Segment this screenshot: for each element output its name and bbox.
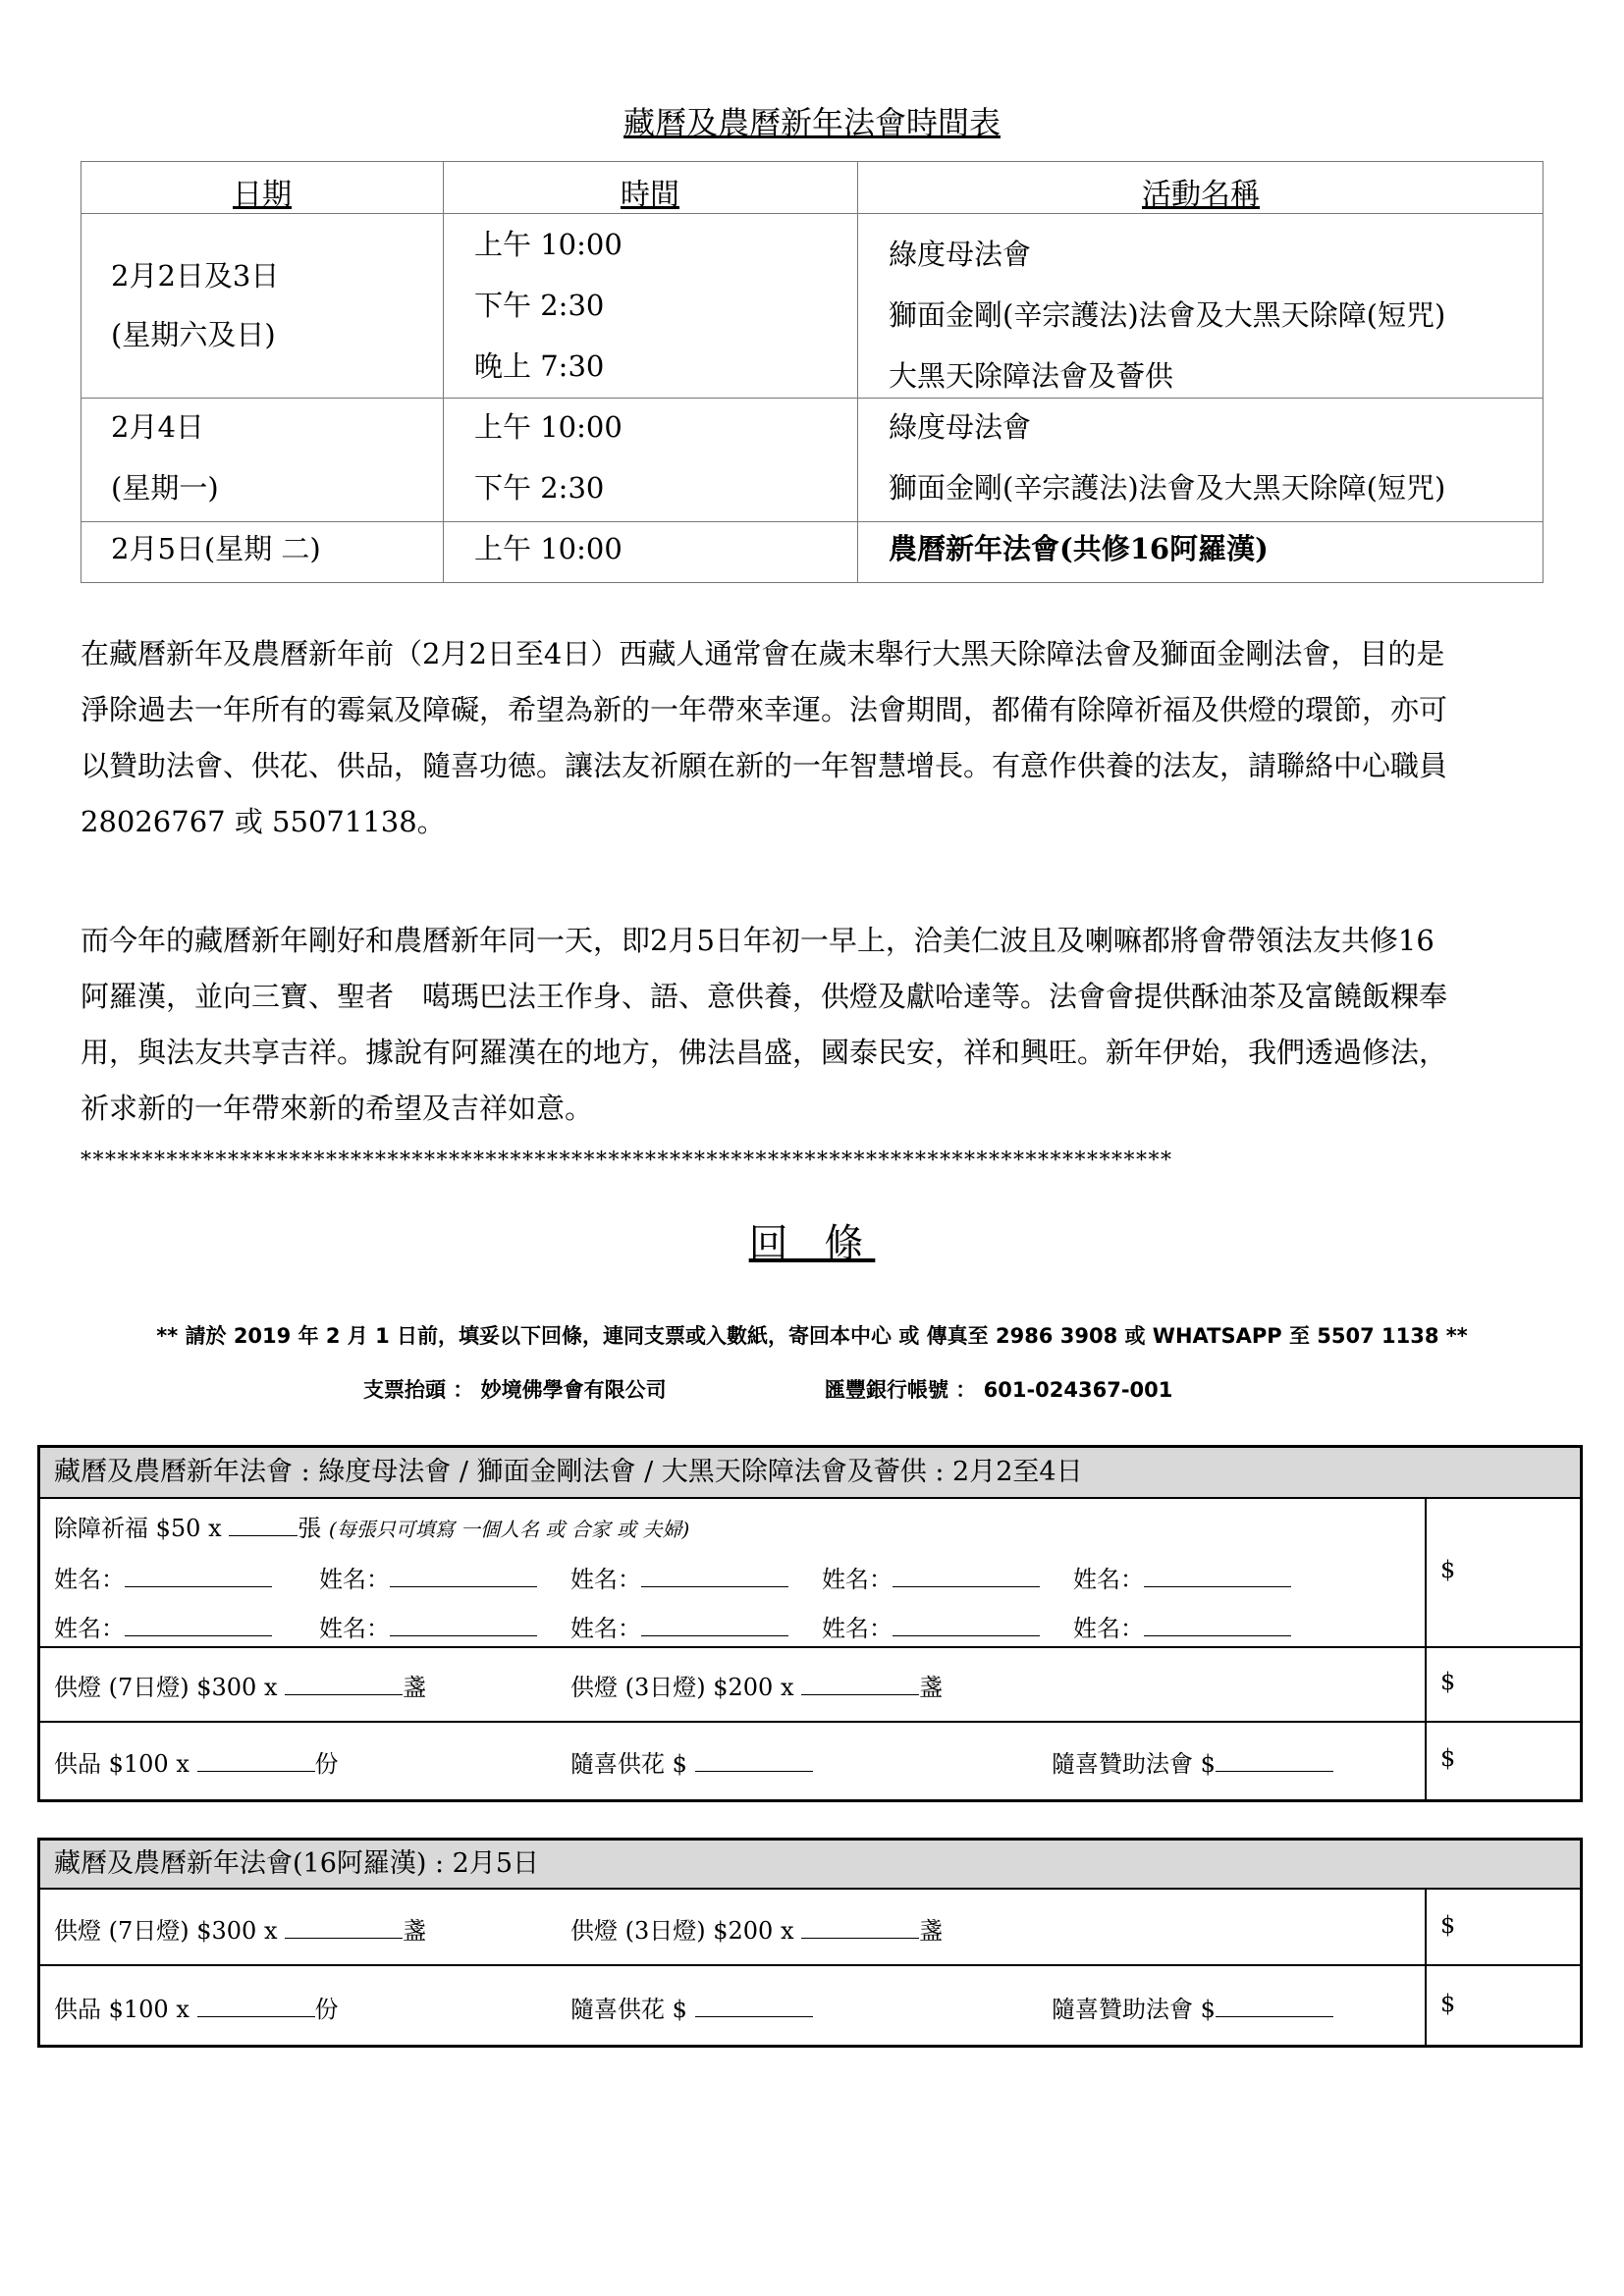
name-field[interactable] bbox=[125, 1616, 272, 1636]
row2-day: (星期一) bbox=[111, 471, 219, 505]
reply-title: 回 條 bbox=[748, 1221, 876, 1266]
lamp-unit: 盞 bbox=[403, 1674, 427, 1701]
name-label: 姓名： bbox=[54, 1615, 125, 1642]
form1-header: 藏曆及農曆新年法會 : 綠度母法會 / 獅面金剛法會 / 大黑天除障法會及薈供 : 2月2至4日 bbox=[40, 1448, 1580, 1499]
row1-event2: 獅面金剛(辛宗護法)法會及大黑天除障(短咒) bbox=[889, 298, 1446, 332]
row3-time1: 上午 10:00 bbox=[474, 532, 623, 565]
paragraph-intro-line: 淨除過去一年所有的霉氣及障礙，希望為新的一年帶來幸運。法會期間，都備有除障祈福及供燈的環節，亦可 bbox=[81, 693, 1448, 726]
form1-lamp-row bbox=[40, 1646, 1580, 1723]
lamp3-label: 供燈 (3日燈) $200 x bbox=[570, 1674, 794, 1701]
reply-form-1 bbox=[37, 1445, 1583, 1802]
row1-time2: 下午 2:30 bbox=[474, 289, 605, 322]
flower-field[interactable] bbox=[695, 1751, 813, 1772]
lamp3-field[interactable] bbox=[801, 1675, 919, 1695]
name-label: 姓名： bbox=[822, 1615, 893, 1642]
lamp7-label: 供燈 (7日燈) $300 x bbox=[54, 1674, 278, 1701]
row1-time1: 上午 10:00 bbox=[474, 228, 623, 261]
name-label: 姓名： bbox=[570, 1615, 641, 1642]
name-label: 姓名： bbox=[54, 1566, 125, 1593]
reply-form-2 bbox=[37, 1838, 1583, 2048]
paragraph-arhat bbox=[81, 913, 1553, 1137]
header-event: 活動名稱 bbox=[1142, 178, 1260, 212]
bank-account: 匯豐銀行帳號 ： 601-024367-001 bbox=[825, 1378, 1173, 1402]
name-field[interactable] bbox=[641, 1567, 788, 1587]
lamp-amount: $ bbox=[1440, 1911, 1456, 1939]
offering-label: 供品 $100 x bbox=[54, 1996, 189, 2023]
sponsor-field[interactable] bbox=[1216, 1751, 1333, 1772]
paragraph-arhat-line: 祈求新的一年帶來新的希望及吉祥如意。 bbox=[81, 1092, 594, 1125]
name-field[interactable] bbox=[893, 1567, 1040, 1587]
blessing-count-field[interactable] bbox=[229, 1516, 298, 1536]
form1-offering-row bbox=[40, 1721, 1580, 1799]
name-field[interactable] bbox=[1144, 1616, 1291, 1636]
lamp-amount: $ bbox=[1440, 1668, 1456, 1695]
paragraph-arhat-line: 用，與法友共享吉祥。據說有阿羅漢在的地方，佛法昌盛，國泰民安，祥和興旺。新年伊始，我們透過修法， bbox=[81, 1036, 1448, 1069]
row2-time1: 上午 10:00 bbox=[474, 410, 623, 444]
paragraph-intro-line: 以贊助法會、供花、供品，隨喜功德。讓法友祈願在新的一年智慧增長。有意作供養的法友，請聯絡中心職員 bbox=[81, 749, 1448, 782]
row3-event1: 農曆新年法會(共修16阿羅漢) bbox=[889, 532, 1269, 565]
form2-lamp-row bbox=[40, 1890, 1580, 1966]
blessing-unit: 張 bbox=[298, 1515, 322, 1542]
name-label: 姓名： bbox=[1073, 1566, 1144, 1593]
offering-amount: $ bbox=[1440, 1744, 1456, 1772]
lamp7-field[interactable] bbox=[285, 1675, 403, 1695]
header-date: 日期 bbox=[233, 178, 292, 212]
paragraph-intro bbox=[81, 626, 1553, 850]
offering-field[interactable] bbox=[197, 1751, 315, 1772]
lamp3-label: 供燈 (3日燈) $200 x bbox=[570, 1917, 794, 1945]
name-label: 姓名： bbox=[1073, 1615, 1144, 1642]
paragraph-arhat-line: 而今年的藏曆新年剛好和農曆新年同一天，即2月5日年初一早上，洽美仁波且及喇嘛都將會帶領法友共修16 bbox=[81, 924, 1435, 957]
offering-label: 供品 $100 x bbox=[54, 1750, 189, 1778]
form2-header: 藏曆及農曆新年法會(16阿羅漢) : 2月5日 bbox=[40, 1841, 1580, 1890]
lamp-unit: 盞 bbox=[403, 1917, 427, 1945]
row1-event3: 大黑天除障法會及薈供 bbox=[889, 359, 1174, 393]
flower-label: 隨喜供花 $ bbox=[570, 1996, 687, 2023]
name-field[interactable] bbox=[390, 1567, 537, 1587]
schedule-table bbox=[81, 161, 1543, 583]
sponsor-label: 隨喜贊助法會 $ bbox=[1052, 1750, 1216, 1778]
row1-event1: 綠度母法會 bbox=[889, 238, 1032, 271]
cheque-payee: 支票抬頭 ： 妙境佛學會有限公司 bbox=[363, 1378, 667, 1402]
reply-instruction: ** 請於 2019 年 2 月 1 日前，填妥以下回條，連同支票或入數紙，寄回本中心 或 傳真至 2986 3908 或 WHATSAPP 至 5507 1138 ** bbox=[156, 1324, 1468, 1348]
sponsor-label: 隨喜贊助法會 $ bbox=[1052, 1996, 1216, 2023]
lamp-unit: 盞 bbox=[919, 1917, 944, 1945]
offering-unit: 份 bbox=[314, 1750, 339, 1778]
lamp3-field[interactable] bbox=[801, 1918, 919, 1939]
name-field[interactable] bbox=[641, 1616, 788, 1636]
paragraph-intro-line: 在藏曆新年及農曆新年前（2月2日至4日）西藏人通常會在歲末舉行大黑天除障法會及獅面金剛法會，目的是 bbox=[81, 637, 1445, 670]
form2-offering-row bbox=[40, 1964, 1580, 2045]
name-field[interactable] bbox=[893, 1616, 1040, 1636]
offering-amount: $ bbox=[1440, 1990, 1456, 2017]
name-label: 姓名： bbox=[319, 1566, 390, 1593]
row2-date: 2月4日 bbox=[111, 410, 204, 444]
flower-field[interactable] bbox=[695, 1997, 813, 2017]
row1-day: (星期六及日) bbox=[111, 318, 276, 351]
row2-event1: 綠度母法會 bbox=[889, 410, 1032, 444]
row2-event2: 獅面金剛(辛宗護法)法會及大黑天除障(短咒) bbox=[889, 471, 1446, 505]
name-label: 姓名： bbox=[319, 1615, 390, 1642]
blessing-note: (每張只可填寫 一個人名 或 合家 或 夫婦) bbox=[328, 1518, 690, 1541]
page-title: 藏曆及農曆新年法會時間表 bbox=[623, 104, 1001, 141]
row1-date: 2月2日及3日 bbox=[111, 259, 280, 293]
flower-label: 隨喜供花 $ bbox=[570, 1750, 687, 1778]
row3-date: 2月5日(星期 二) bbox=[111, 532, 321, 565]
row1-time3: 晚上 7:30 bbox=[474, 349, 605, 383]
header-time: 時間 bbox=[621, 178, 679, 212]
name-field[interactable] bbox=[125, 1567, 272, 1587]
name-label: 姓名： bbox=[822, 1566, 893, 1593]
offering-field[interactable] bbox=[197, 1997, 315, 2017]
offering-unit: 份 bbox=[314, 1996, 339, 2023]
sponsor-field[interactable] bbox=[1216, 1997, 1333, 2017]
divider: ***************************************************************************************** bbox=[81, 1148, 1173, 1173]
blessing-label: 除障祈福 $50 x bbox=[54, 1515, 222, 1542]
row2-time2: 下午 2:30 bbox=[474, 471, 605, 505]
lamp-unit: 盞 bbox=[919, 1674, 944, 1701]
name-field[interactable] bbox=[1144, 1567, 1291, 1587]
name-label: 姓名： bbox=[570, 1566, 641, 1593]
blessing-amount: $ bbox=[1440, 1556, 1456, 1583]
paragraph-arhat-line: 阿羅漢，並向三寶、聖者 噶瑪巴法王作身、語、意供養，供燈及獻哈達等。法會會提供酥油茶及富饒飯粿奉 bbox=[81, 980, 1448, 1013]
form1-blessing-row bbox=[40, 1499, 1580, 1648]
lamp7-field[interactable] bbox=[285, 1918, 403, 1939]
name-field[interactable] bbox=[390, 1616, 537, 1636]
lamp7-label: 供燈 (7日燈) $300 x bbox=[54, 1917, 278, 1945]
paragraph-intro-line: 28026767 或 55071138。 bbox=[81, 805, 446, 838]
